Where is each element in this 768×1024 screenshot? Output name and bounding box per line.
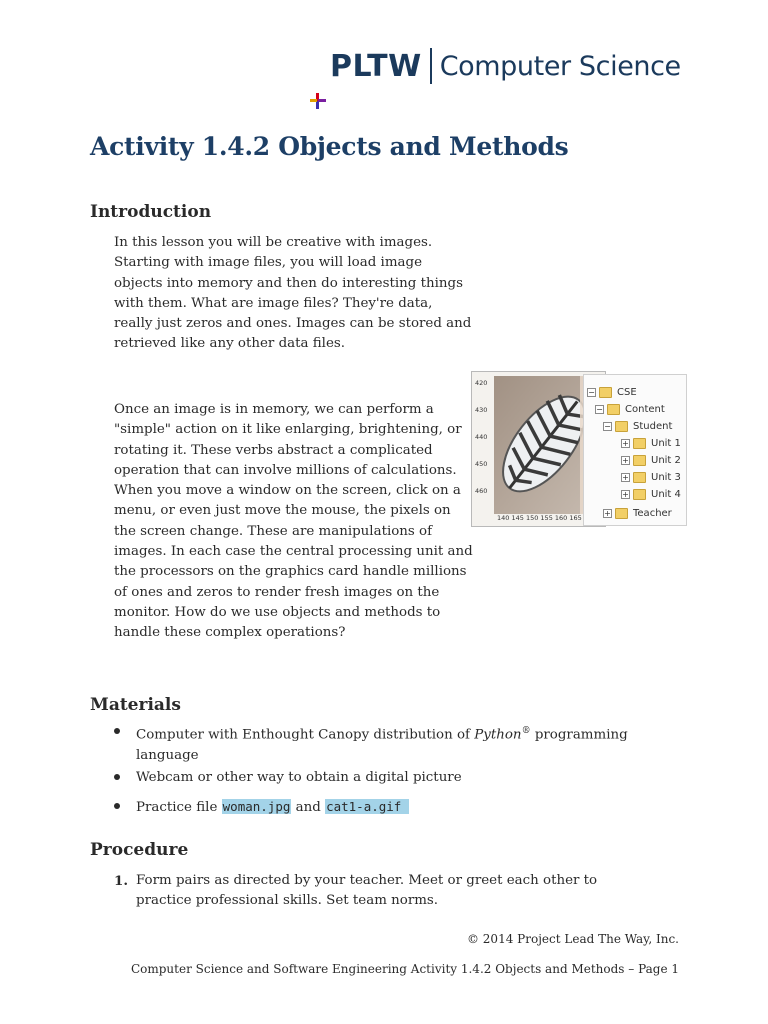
folder-icon: [633, 455, 646, 466]
registered-mark: ®: [521, 726, 531, 736]
tree-node-student: [603, 419, 672, 433]
collapse-icon: −: [604, 421, 611, 431]
expand-icon: +: [622, 438, 629, 448]
materials-heading: Materials: [90, 695, 181, 715]
tree-node-cse: [587, 385, 637, 399]
page-footer: Computer Science and Software Engineering Activity 1.4.2 Objects and Methods – Page 1: [130, 962, 679, 976]
y-tick-430: 430: [475, 406, 488, 414]
item-text: Computer with Enthought Canopy distribution of: [136, 727, 475, 743]
expand-icon: +: [622, 472, 629, 482]
expand-icon: +: [622, 489, 629, 499]
copyright-notice: © 2014 Project Lead The Way, Inc.: [466, 932, 679, 946]
folder-icon: [607, 404, 620, 415]
tree-node-unit-4: [621, 487, 681, 501]
folder-icon: [615, 508, 628, 519]
python-name: Python: [474, 727, 522, 743]
tree-label: Unit 3: [651, 471, 681, 483]
y-tick-420: 420: [475, 379, 488, 387]
y-tick-460: 460: [475, 487, 488, 495]
tree-node-unit-2: [621, 453, 681, 467]
folder-icon: [633, 438, 646, 449]
step-text: Form pairs as directed by your teacher. Meet or greet each other to practice professional skills. Set team norms.: [136, 873, 598, 908]
tree-node-teacher: [603, 506, 672, 520]
tree-label: Unit 1: [651, 437, 681, 449]
bullet-icon: [114, 774, 120, 780]
expand-icon: +: [622, 455, 629, 465]
logo-brand: PLTW: [330, 48, 422, 84]
file-cat1-a-gif: cat1-a.gif: [325, 799, 409, 814]
folder-icon: [633, 489, 646, 500]
tree-label: Content: [625, 403, 665, 415]
introduction-heading: Introduction: [90, 202, 212, 222]
tree-label: Unit 2: [651, 454, 681, 466]
intro-paragraph-2: Once an image is in memory, we can perform a "simple" action on it like enlarging, brightening, or rotating it. These verbs abstract a complicated operation that can involve millions of calculations. When you move a window on the screen, click on a menu, or even just move the mouse, the pixels on the screen change. These are manipulations of images. In each case the central processing unit and the processors on the graphics card handle millions of ones and zeros to render fresh images on the monitor. How do we use objects and methods to handle these complex operations?: [114, 402, 473, 641]
folder-tree: [583, 374, 687, 526]
procedure-heading: Procedure: [90, 840, 189, 860]
collapse-icon: −: [588, 387, 595, 397]
item-text-end: programming language: [136, 727, 628, 764]
item-text-and: and: [291, 800, 326, 815]
y-tick-440: 440: [475, 433, 488, 441]
folder-icon: [615, 421, 628, 432]
collapse-icon: −: [596, 404, 603, 414]
intro-paragraph-1: In this lesson you will be creative with images. Starting with image files, you will load image objects into memory and then do interesting things with them. What are image files? They're data, really just zeros and ones. Images can be stored and retrieved like any other data files.: [114, 235, 472, 352]
item-text: Practice file: [136, 800, 222, 815]
bullet-icon: [114, 803, 120, 809]
pltw-logo: [330, 44, 681, 88]
tree-node-content: [595, 402, 665, 416]
item-text: Webcam or other way to obtain a digital picture: [136, 770, 462, 785]
page-title: Activity 1.4.2 Objects and Methods: [90, 132, 569, 161]
folder-icon: [599, 387, 612, 398]
tree-label: CSE: [617, 386, 637, 398]
expand-icon: +: [604, 508, 611, 518]
logo-program: Computer Science: [439, 50, 681, 82]
anchor-cross-icon: [309, 92, 327, 110]
tree-node-unit-1: [621, 436, 681, 450]
folder-icon: [633, 472, 646, 483]
file-woman-jpg: woman.jpg: [222, 799, 291, 814]
tree-node-unit-3: [621, 470, 681, 484]
tree-label: Teacher: [633, 507, 672, 519]
tree-label: Student: [633, 420, 673, 432]
y-tick-450: 450: [475, 460, 488, 468]
x-tick-labels: 140 145 150 155 160 165: [497, 514, 582, 522]
logo-divider: [430, 48, 432, 84]
bullet-icon: [114, 728, 120, 734]
tree-label: Unit 4: [651, 488, 681, 500]
step-number: 1.: [114, 873, 128, 889]
